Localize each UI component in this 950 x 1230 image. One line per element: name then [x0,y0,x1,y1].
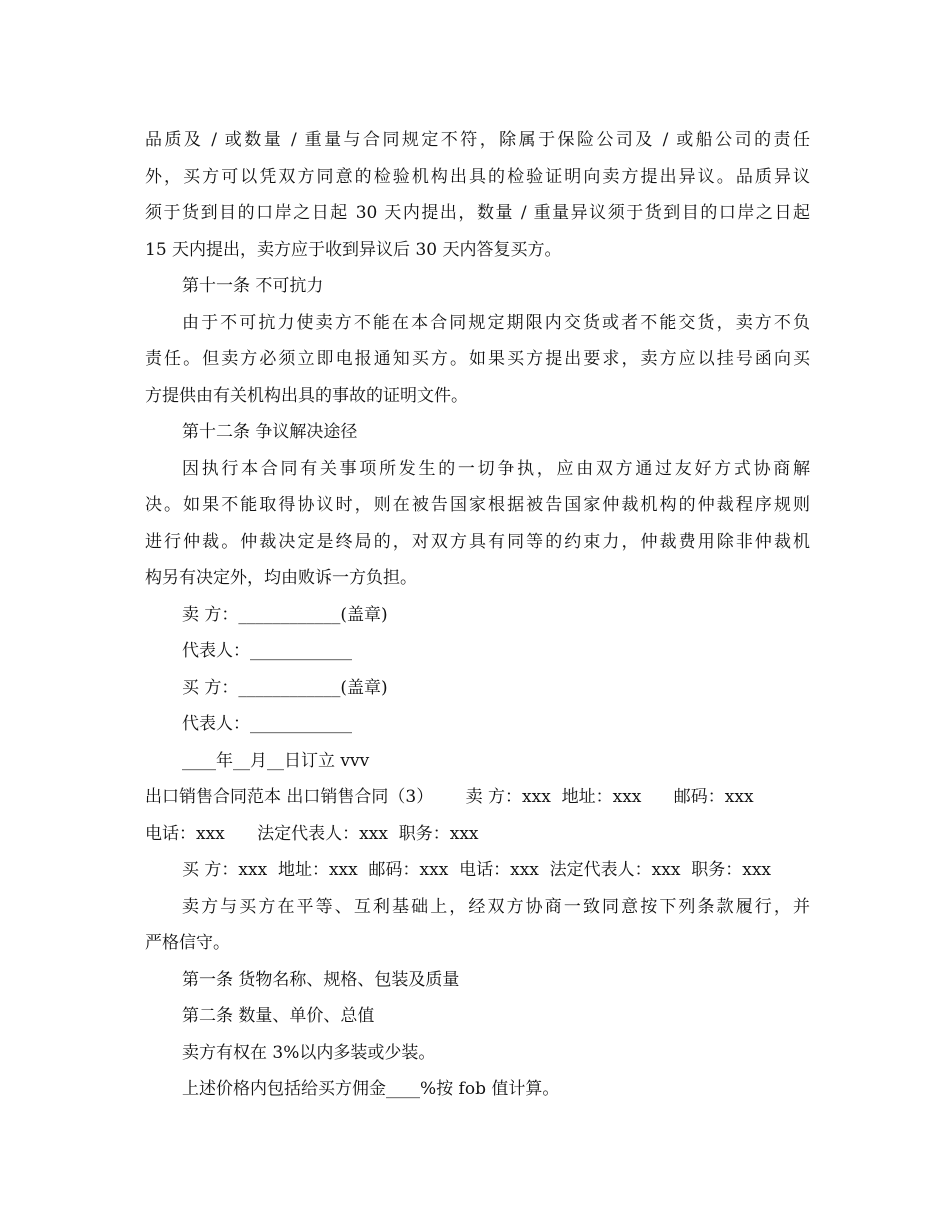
text-line: 卖方有权在 3%以内多装或少装。 [182,1042,436,1063]
text-line: 责任。但卖方必须立即电报通知买方。如果买方提出要求，卖方应以挂号函向买 [145,349,810,369]
text-line: 上述价格内包括给买方佣金____%按 fob 值计算。 [182,1079,560,1099]
text-line: 第十一条 不可抗力 [182,276,324,296]
text-line: 方提供由有关机构出具的事故的证明文件。 [145,385,468,406]
contract-body [145,122,810,1108]
text-line: 严格信守。 [145,933,230,953]
text-line: ____年__月__日订立 vvv [182,750,370,771]
text-line: 第十二条 争议解决途径 [182,422,358,442]
text-line: 外，买方可以凭双方同意的检验机构出具的检验证明向卖方提出异议。品质异议 [145,166,810,187]
text-line: 决。如果不能取得协议时，则在被告国家根据被告国家仲裁机构的仲裁程序规则 [145,495,810,515]
text-line: 第二条 数量、单价、总值 [182,1006,375,1026]
text-line: 卖 方：____________(盖章) [182,604,388,625]
text-line: 买 方：____________(盖章) [182,677,388,698]
text-line: 卖方与买方在平等、互利基础上，经双方协商一致同意按下列条款履行，并 [182,896,810,917]
text-line: 品质及 / 或数量 / 重量与合同规定不符，除属于保险公司及 / 或船公司的责任 [145,130,810,150]
text-line: 因执行本合同有关事项所发生的一切争执，应由双方通过友好方式协商解 [182,458,810,479]
text-line: 第一条 货物名称、规格、包装及质量 [182,969,460,990]
text-line: 出口销售合同范本 出口销售合同（3） 卖 方：xxx 地址：xxx 邮码：xxx [145,787,754,807]
text-line: 15 天内提出，卖方应于收到异议后 30 天内答复买方。 [145,239,562,260]
text-line: 进行仲裁。仲裁决定是终局的，对双方具有同等的约束力，仲裁费用除非仲裁机 [145,531,810,552]
text-line: 代表人：____________ [182,714,352,734]
text-line: 构另有决定外，均由败诉一方负担。 [145,568,417,588]
text-line: 电话：xxx 法定代表人：xxx 职务：xxx [145,823,479,844]
text-line: 代表人：____________ [182,641,352,661]
text-line: 由于不可抗力使卖方不能在本合同规定期限内交货或者不能交货，卖方不负 [182,312,810,333]
text-line: 须于货到目的口岸之日起 30 天内提出，数量 / 重量异议须于货到目的口岸之日起 [145,203,810,223]
text-line: 买 方：xxx 地址：xxx 邮码：xxx 电话：xxx 法定代表人：xxx 职务：xxx [182,860,772,880]
